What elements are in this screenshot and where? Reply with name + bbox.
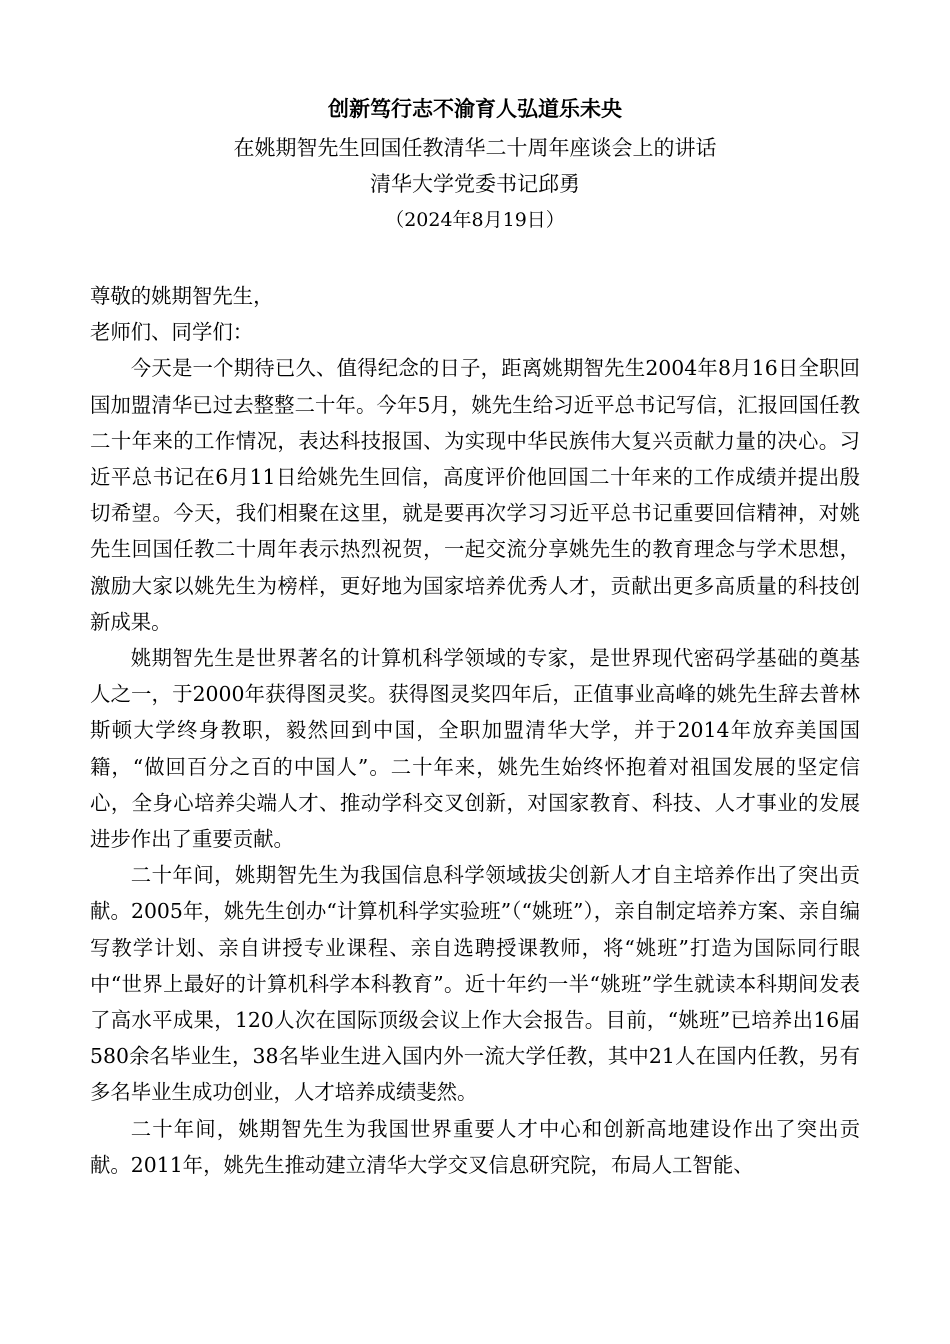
body-paragraph: 二十年间，姚期智先生为我国世界重要人才中心和创新高地建设作出了突出贡献。2011年，姚先生推动建立清华大学交叉信息研究院，布局人工智能、: [90, 1116, 860, 1177]
document-author: 清华大学党委书记邱勇: [370, 172, 580, 196]
salutation-line: 老师们、同学们：: [90, 320, 254, 345]
salutation-line: 尊敬的姚期智先生，: [90, 284, 274, 308]
body-paragraph: 今天是一个期待已久、值得纪念的日子，距离姚期智先生2004年8月16日全职回国加盟清华已过去整整二十年。今年5月，姚先生给习近平总书记写信，汇报回国任教二十年来的工作情况，表达科技报国、为实现中华民族伟大复兴贡献力量的决心。习近平总书记在6月11日给姚先生回信，高度评价他回国二十年来的工作成绩并提出殷切希望。今天，我们相聚在这里，就是要再次学习习近平总书记重要回信精神，对姚先生回国任教二十周年表示热烈祝贺，一起交流分享姚先生的教育理念与学术思想，激励大家以姚先生为榜样，更好地为国家培养优秀人才，贡献出更多高质量的科技创新成果。: [90, 356, 860, 634]
document-subtitle: 在姚期智先生回国任教清华二十周年座谈会上的讲话: [233, 136, 717, 160]
document-date: （2024年8月19日）: [385, 209, 565, 231]
document-body: [90, 278, 860, 1183]
body-paragraph: 姚期智先生是世界著名的计算机科学领域的专家，是世界现代密码学基础的奠基人之一，于2000年获得图灵奖。获得图灵奖四年后，正值事业高峰的姚先生辞去普林斯顿大学终身教职，毅然回到中国，全职加盟清华大学，并于2014年放弃美国国籍，“做回百分之百的中国人”。二十年来，姚先生始终怀抱着对祖国发展的坚定信心，全身心培养尖端人才、推动学科交叉创新，对国家教育、科技、人才事业的发展进步作出了重要贡献。: [90, 646, 860, 852]
document-title: 创新笃行志不渝育人弘道乐未央: [328, 96, 622, 121]
body-paragraph: 二十年间，姚期智先生为我国信息科学领域拔尖创新人才自主培养作出了突出贡献。2005年，姚先生创办“计算机科学实验班”（“姚班”），亲自制定培养方案、亲自编写教学计划、亲自讲授专业课程、亲自选聘授课教师，将“姚班”打造为国际同行眼中“世界上最好的计算机科学本科教育”。近十年约一半“姚班”学生就读本科期间发表了高水平成果，120人次在国际顶级会议上作大会报告。目前，“姚班”已培养出16届580余名毕业生，38名毕业生进入国内外一流大学任教，其中21人在国内任教，另有多名毕业生成功创业，人才培养成绩斐然。: [90, 863, 860, 1105]
